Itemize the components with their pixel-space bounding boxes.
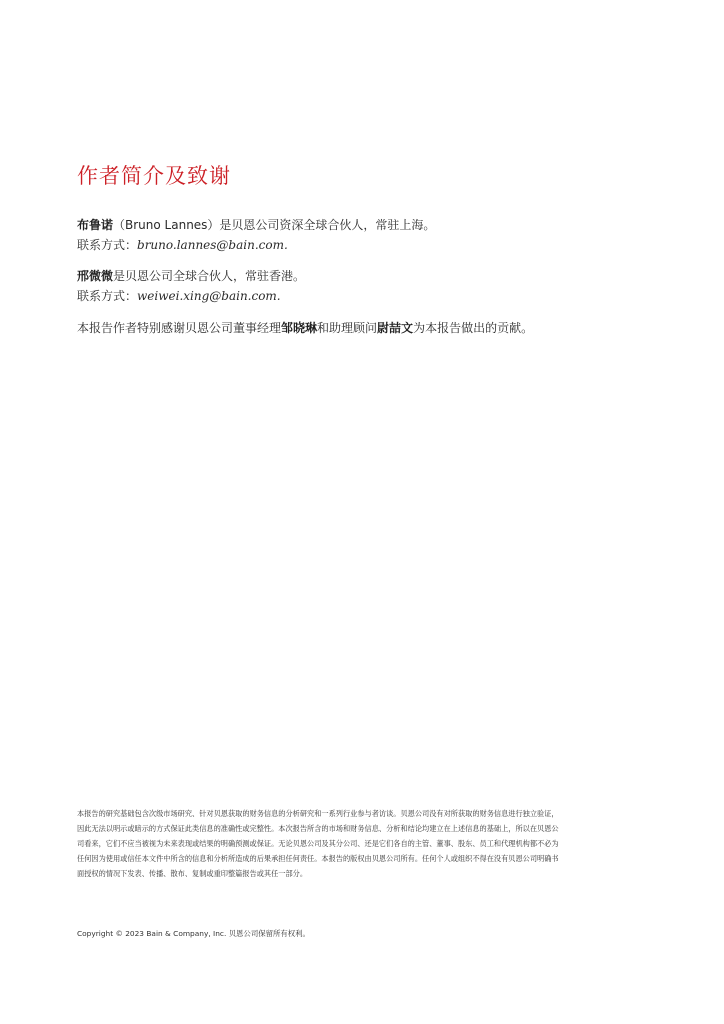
author-contact <box>77 235 435 255</box>
disclaimer-line: 本报告的研究基础包含次级市场研究、针对贝恩获取的财务信息的分析研究和一系列行业参与者访谈。贝恩公司没有对所获取的财务信息进行独立验证， <box>77 809 559 818</box>
disclaimer-line: 司看来，它们不应当被视为未来表现或结果的明确预测或保证。无论贝恩公司及其分公司、还是它们各自的主管、董事、股东、员工和代理机构都不必为 <box>77 839 559 848</box>
disclaimer <box>77 806 647 881</box>
page-title: 作者简介及致谢 <box>77 164 231 188</box>
ack-person-1: 邹晓琳 <box>281 321 318 335</box>
author-contact <box>77 286 305 306</box>
ack-person-2: 尉喆文 <box>377 321 414 335</box>
disclaimer-line: 面授权的情况下发表、传播、散布、复制或重印整篇报告或其任一部分。 <box>77 869 308 878</box>
acknowledgement <box>77 318 533 338</box>
ack-prefix: 本报告作者特别感谢贝恩公司董事经理 <box>77 321 282 335</box>
ack-middle: 和助理顾问 <box>317 321 378 335</box>
disclaimer-line: 因此无法以明示或暗示的方式保证此类信息的准确性或完整性。本次报告所含的市场和财务信息、分析和结论均建立在上述信息的基础上，所以在贝恩公 <box>77 824 559 833</box>
contact-label: 联系方式： <box>77 238 138 252</box>
ack-suffix: 为本报告做出的贡献。 <box>413 321 534 335</box>
author-name: 布鲁诺 <box>77 218 114 232</box>
contact-label: 联系方式： <box>77 289 138 303</box>
author-bio-line <box>77 266 305 286</box>
author-bio-1 <box>77 215 435 255</box>
author-bio-2 <box>77 266 305 306</box>
author-bio-line <box>77 215 435 235</box>
author-description: （Bruno Lannes）是贝恩公司资深全球合伙人，常驻上海。 <box>113 218 436 232</box>
author-description: 是贝恩公司全球合伙人，常驻香港。 <box>113 269 306 283</box>
copyright-notice: Copyright © 2023 Bain & Company, Inc. 贝恩公司保留所有权利。 <box>77 929 310 938</box>
author-name: 邢微微 <box>77 269 114 283</box>
disclaimer-line: 任何因为使用或信任本文件中所含的信息和分析所造成的后果承担任何责任。本报告的版权由贝恩公司所有。任何个人或组织不得在没有贝恩公司明确书 <box>77 854 559 863</box>
author-email[interactable]: bruno.lannes@bain.com. <box>137 238 288 252</box>
author-email[interactable]: weiwei.xing@bain.com. <box>137 289 281 303</box>
